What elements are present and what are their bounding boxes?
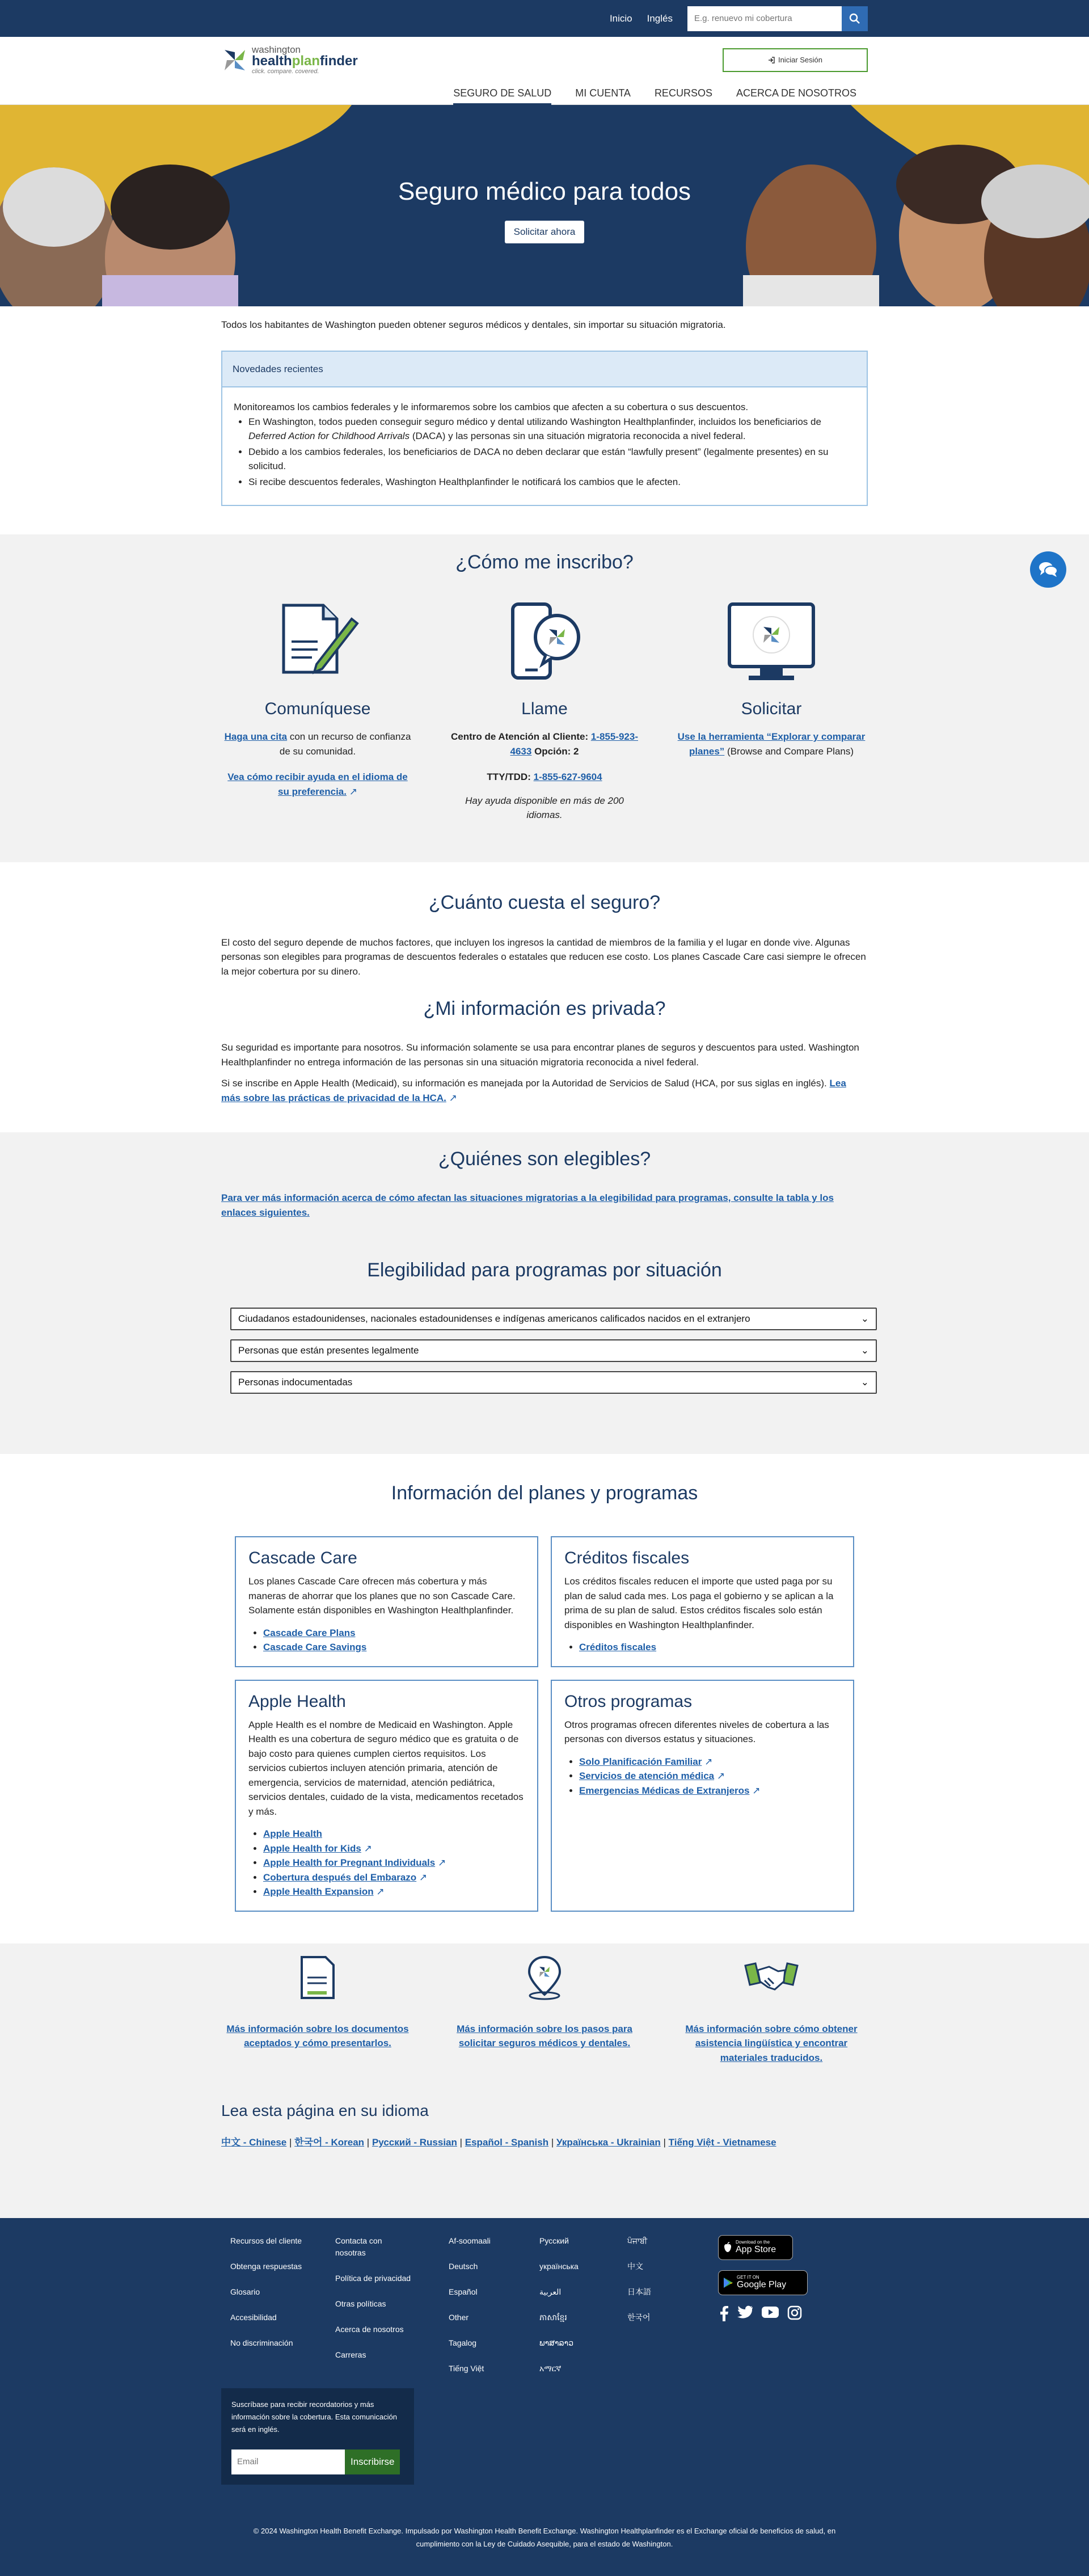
languages-note: Hay ayuda disponible en más de 200 idiomas. [465,795,624,820]
site-logo[interactable] [221,45,358,75]
logo-pinwheel-icon [221,47,248,74]
document-icon [299,1955,336,2000]
footer-lang-link[interactable]: 中文 [627,2261,643,2271]
cascade-care-savings-link[interactable]: Cascade Care Savings [263,1642,367,1652]
footer-lang-link[interactable]: Other [449,2312,469,2322]
footer-lang-link[interactable]: Español [449,2287,478,2296]
docs-column [221,1949,414,2065]
contact-text: Haga una cita con un recurso de confianza de su comunidad. [224,731,411,757]
footer-about-us[interactable]: Acerca de nosotros [335,2324,404,2334]
appointment-link[interactable]: Haga una cita [224,731,288,742]
privacy-title: ¿Mi información es privada? [423,998,666,1019]
chevron-down-icon: ⌄ [860,1313,869,1325]
accordion-citizens[interactable]: Ciudadanos estadounidenses, nacionales estadounidenses e indígenas americanos calificados nacidos en el extranjero ⌄ [230,1308,877,1330]
language-help-link[interactable]: Vea cómo recibir ayuda en el idioma de su preferencia. [227,771,408,797]
instagram-icon[interactable] [787,2305,802,2320]
external-link-icon: ↗ [364,1843,372,1854]
health-services-link[interactable]: Servicios de atención médica [579,1770,715,1781]
footer-col-languages-2 [539,2235,627,2388]
login-button[interactable]: Iniciar Sesión [723,48,868,72]
apply-now-button[interactable]: Solicitar ahora [505,221,585,243]
footer-lang-link[interactable]: Deutsch [449,2261,478,2271]
youtube-icon[interactable] [761,2305,779,2319]
footer-nondiscrimination[interactable]: No discriminación [230,2338,293,2347]
nav-my-account[interactable]: MI CUENTA [575,87,631,99]
card-other-programs: Otros programas Otros programas ofrecen diferentes niveles de cobertura a las personas con diversos estatus y situaciones. • Solo Planificación Familiar ↗ • Servicios de atención médica ↗ • Emergencias Médicas de Extranjeros ↗ [551,1680,854,1912]
language-link[interactable]: Inglés [647,12,673,24]
footer-lang-link[interactable]: ភាសាខ្មែរ [539,2312,567,2322]
customer-service: Centro de Atención al Cliente: 1-855-923-4633 Opción: 2 [450,731,638,757]
footer-lang-link[interactable]: አማርኛ [539,2363,562,2373]
tty-phone-link[interactable]: 1-855-627-9604 [533,771,602,782]
home-link[interactable]: Inicio [609,12,632,24]
external-link-icon: ↗ [704,1756,713,1767]
external-link-icon: ↗ [752,1785,761,1796]
email-input[interactable] [231,2449,345,2474]
search-icon [849,13,860,24]
hero-title: Seguro médico para todos [398,178,691,205]
news-box [221,351,868,507]
handshake-icon [743,1958,800,1997]
footer-accessibility[interactable]: Accesibilidad [230,2312,277,2322]
app-store-badge[interactable]: Download on the App Store [718,2235,793,2260]
nav-health-insurance[interactable]: SEGURO DE SALUD [453,86,551,106]
application-steps-link[interactable]: Más información sobre los pasos para solicitar seguros médicos y dentales. [457,2023,632,2048]
logo-tagline: click. compare. covered. [252,68,319,75]
footer-lang-link[interactable]: ພາສາລາວ [539,2338,574,2347]
chat-button[interactable] [1030,551,1066,588]
chevron-down-icon: ⌄ [860,1377,869,1388]
eligibility-table-link[interactable]: Para ver más información acerca de cómo afectan las situaciones migratorias a la elegibilidad para programas, consulte la tabla y los enlaces siguientes. [221,1192,834,1218]
news-item: • En Washington, todos pueden conseguir seguro médico y dental utilizando Washington Healthplanfinder, incluidos los beneficiarios de Deferred Action for Childhood Arrivals (DACA) y las personas sin una situación migratoria reconocida a nivel federal. [248,415,855,444]
accordion-lawfully-present[interactable]: Personas que están presentes legalmente ⌄ [230,1339,877,1362]
programs-title: Información del planes y programas [391,1482,698,1504]
external-link-icon: ↗ [716,1770,725,1781]
footer-get-answers[interactable]: Obtenga respuestas [230,2261,302,2271]
phone-chat-icon [505,602,584,681]
site-header [0,37,1089,105]
family-planning-link[interactable]: Solo Planificación Familiar [579,1756,702,1767]
news-list [234,415,855,490]
apply-column [675,602,868,828]
eligibility-section [0,1132,1089,1454]
alien-emergency-medical-link[interactable]: Emergencias Médicas de Extranjeros [579,1785,750,1796]
language-links: 中文 - Chinese | 한국어 - Korean | Русский - Russian | Español - Spanish | Українська - Ukrainian | Tiếng Việt - Vietnamese [221,2137,776,2148]
search-button[interactable] [842,6,868,31]
external-link-icon: ↗ [349,786,357,797]
logo-line1: washington [252,44,301,55]
twitter-icon[interactable] [737,2305,753,2319]
main-nav [453,86,856,106]
footer-lang-link[interactable]: 日本語 [627,2287,651,2296]
footer-lang-link[interactable]: Af-soomaali [449,2236,491,2245]
lang-ukrainian-link[interactable]: Українська - Ukrainian [556,2137,661,2148]
postpartum-coverage-link[interactable]: Cobertura después del Embarazo [263,1871,417,1883]
news-lead: Monitoreamos los cambios federales y le informaremos sobre los cambios que afecten a su cobertura o sus descuentos. [234,402,749,412]
google-play-icon [723,2277,733,2288]
apple-health-kids-link[interactable]: Apple Health for Kids [263,1843,361,1854]
footer-lang-link[interactable]: українська [539,2261,579,2271]
cascade-care-plans-link[interactable]: Cascade Care Plans [263,1627,356,1638]
footer-other-policies[interactable]: Otras políticas [335,2299,386,2308]
language-assistance-link[interactable]: Más información sobre cómo obtener asistencia lingüística y encontrar materiales traducidos. [685,2023,858,2063]
nav-resources[interactable]: RECURSOS [654,87,712,99]
footer-glossary[interactable]: Glosario [230,2287,260,2296]
location-pin-icon [525,1955,564,2000]
footer-lang-link[interactable]: ਪੰਜਾਬੀ [627,2236,648,2245]
browse-compare-link[interactable]: Use la herramienta “Explorar y comparar planes” [677,731,866,757]
accepted-documents-link[interactable]: Más información sobre los documentos aceptados y cómo presentarlos. [226,2023,409,2048]
cost-title: ¿Cuánto cuesta el seguro? [428,891,661,913]
footer-privacy-policy[interactable]: Política de privacidad [335,2273,411,2283]
nav-about-us[interactable]: ACERCA DE NOSOTROS [736,87,856,99]
lang-vietnamese-link[interactable]: Tiếng Việt - Vietnamese [668,2137,776,2148]
external-link-icon: ↗ [449,1092,457,1103]
accordion-undocumented[interactable]: Personas indocumentadas ⌄ [230,1371,877,1394]
external-link-icon: ↗ [419,1871,428,1883]
programs-section [0,1454,1089,1943]
footer-col-languages-1 [449,2235,539,2388]
contact-column [221,602,414,828]
subscribe-box [221,2388,414,2485]
hca-privacy-link[interactable]: Lea más sobre las prácticas de privacidad de la HCA. [221,1078,846,1103]
lang-chinese-link[interactable]: 中文 - Chinese [221,2137,287,2148]
call-column [448,602,641,828]
hero-banner [0,105,1089,306]
tty-line: TTY/TDD: 1-855-627-9604 [487,771,602,782]
footer-lang-link[interactable]: Tagalog [449,2338,477,2347]
eligibility-table-title: Elegibilidad para programas por situación [367,1259,722,1281]
apply-text: Use la herramienta “Explorar y comparar planes” (Browse and Compare Plans) [677,731,866,757]
call-title: Llame [521,699,568,718]
language-assistance-column [675,1949,868,2065]
search-input[interactable] [687,6,842,31]
apply-title: Solicitar [741,699,802,718]
enroll-section [0,534,1089,862]
copyright: © 2024 Washington Health Benefit Exchange. Impulsado por Washington Health Benefit Exchange. Washington Healthplanfinder es el Exchange oficial de beneficios de salud, en cumplimiento con la Ley de Cuidado Asequible, para el estado de Washington. [253,2526,836,2549]
customer-service-phone-link[interactable]: 1-855-923-4633 [510,731,638,757]
apple-health-expansion-link[interactable]: Apple Health Expansion [263,1886,374,1897]
subscribe-button[interactable]: Inscribirse [345,2449,400,2474]
lang-korean-link[interactable]: 한국어 - Korean [294,2137,365,2148]
document-pen-icon [272,602,363,676]
card-tax-credits: Créditos fiscales Los créditos fiscales reducen el importe que usted paga por su plan de salud cada mes. Los paga el gobierno y se aplican a la prima de su plan de salud. Estos créditos fiscales solo están disponibles en Washington Healthplanfinder. • Créditos fiscales [551,1536,854,1667]
apple-health-pregnant-link[interactable]: Apple Health for Pregnant Individuals [263,1857,436,1868]
contact-title: Comuníquese [264,699,371,718]
facebook-icon[interactable] [718,2305,729,2321]
logo-brand: healthplanfinder [252,53,358,69]
cost-text: El costo del seguro depende de muchos factores, que incluyen los ingresos la cantidad de miembros de la familia y el lugar en donde vive. Algunas personas son elegibles para programas de descuentos federales o estatales que reducen ese costo. Los planes Cascade Care casi siempre le ofrecen la mejor cobertura por su dinero. [221,937,866,977]
search-form [687,6,868,31]
card-cascade-care: Cascade Care Los planes Cascade Care ofrecen más cobertura y más maneras de ahorrar que los planes que no son Cascade Care. Solamente están disponibles en Washington Healthplanfinder. • Cascade Care Plans • Cascade Care Savings [235,1536,538,1667]
more-info-section [0,1943,1089,2218]
chevron-down-icon: ⌄ [860,1345,869,1356]
footer-lang-link[interactable]: Tiếng Việt [449,2363,484,2373]
eligible-title: ¿Quiénes son elegibles? [438,1148,651,1170]
footer-lang-link[interactable]: العربية [539,2287,562,2296]
apple-icon [723,2242,732,2253]
google-play-badge[interactable]: GET IT ON Google Play [718,2270,808,2295]
intro-text: Todos los habitantes de Washington pueden obtener seguros médicos y dentales, sin importar su situación migratoria. [221,319,726,330]
site-footer [0,2218,1089,2576]
news-title: Novedades recientes [222,352,867,388]
steps-column [448,1949,641,2065]
footer-contact-us[interactable]: Contacta con nosotras [335,2236,382,2257]
lang-spanish-link[interactable]: Español - Spanish [465,2137,549,2148]
language-section-title: Lea esta página en su idioma [221,2102,429,2119]
enroll-title: ¿Cómo me inscribo? [455,551,634,573]
top-bar [0,0,1089,37]
footer-apps [718,2235,808,2388]
news-item: • Debido a los cambios federales, los beneficiarios de DACA no deben declarar que están “lawfully present” (legalmente presentes) en su solicitud. [248,445,855,474]
footer-customer-resources[interactable]: Recursos del cliente [230,2236,302,2245]
apple-health-link[interactable]: Apple Health [263,1828,322,1839]
news-item: • Si recibe descuentos federales, Washington Healthplanfinder le notificará los cambios que le afecten. [248,475,855,490]
tax-credits-link[interactable]: Créditos fiscales [579,1642,657,1652]
computer-monitor-icon [726,602,817,684]
footer-lang-link[interactable]: 한국어 [627,2312,651,2322]
social-links [718,2305,808,2321]
subscribe-text: Suscríbase para recibir recordatorios y más información sobre la cobertura. Esta comunicación será en inglés. [231,2400,397,2434]
footer-careers[interactable]: Carreras [335,2350,366,2359]
hero-content [0,173,1089,243]
privacy-hca-text: Si se inscribe en Apple Health (Medicaid), su información es manejada por la Autoridad de Servicios de Salud (HCA, por sus siglas en inglés). Lea más sobre las prácticas de privacidad de la HCA. ↗ [221,1078,846,1103]
footer-col-customer [230,2235,335,2388]
card-apple-health: Apple Health Apple Health es el nombre de Medicaid en Washington. Apple Health es una cobertura de seguro médico que es gratuita o de bajo costo para quienes cumplen ciertos requisitos. Los servicios cubiertos incluyen atención primaria, atención de emergencia, servicios de maternidad, atención pediátrica, servicios dentales, cuidado de la vista, medicamentos recetados y más. • Apple Health • Apple Health for Kids ↗ • Apple Health for Pregnant Individuals ↗ • Cobertura después del Embarazo ↗ • Apple Health Expansion ↗ [235,1680,538,1912]
privacy-text: Su seguridad es importante para nosotros. Su información solamente se usa para encontrar planes de seguros y descuentos para usted. Washington Healthplanfinder no entrega información de las personas sin una situación migratoria reconocida a nivel federal. [221,1042,859,1068]
sign-in-icon [768,57,775,64]
external-link-icon: ↗ [376,1886,385,1897]
chat-bubbles-icon [1038,561,1058,578]
footer-col-languages-3 [627,2235,718,2388]
footer-col-about [335,2235,449,2388]
lang-russian-link[interactable]: Русский - Russian [372,2137,457,2148]
footer-lang-link[interactable]: Русский [539,2236,569,2245]
external-link-icon: ↗ [437,1857,446,1868]
